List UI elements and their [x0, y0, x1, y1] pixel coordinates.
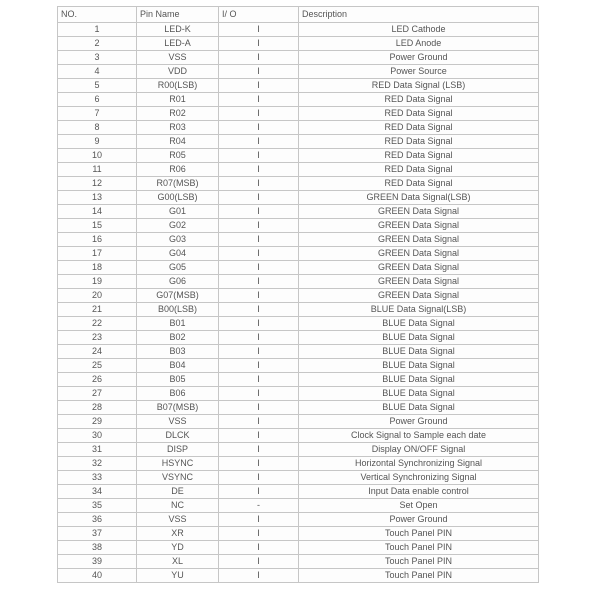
pin-io-cell: - [219, 499, 299, 513]
pin-no-cell: 18 [58, 261, 137, 275]
table-row [58, 485, 539, 499]
pin-io-cell: I [219, 331, 299, 345]
pin-io-cell: I [219, 429, 299, 443]
pin-name-cell: G06 [137, 275, 219, 289]
pin-io-cell: I [219, 555, 299, 569]
pin-no-cell: 35 [58, 499, 137, 513]
pin-name-cell: B00(LSB) [137, 303, 219, 317]
pin-io-cell: I [219, 65, 299, 79]
pin-description-cell: GREEN Data Signal [299, 233, 539, 247]
table-row [58, 457, 539, 471]
pin-io-cell: I [219, 51, 299, 65]
pin-name-cell: B04 [137, 359, 219, 373]
table-row [58, 527, 539, 541]
pin-io-cell: I [219, 107, 299, 121]
pin-no-cell: 4 [58, 65, 137, 79]
pin-io-cell: I [219, 485, 299, 499]
pin-description-cell: BLUE Data Signal [299, 401, 539, 415]
pin-io-cell: I [219, 289, 299, 303]
table-row [58, 233, 539, 247]
pin-name-cell: HSYNC [137, 457, 219, 471]
pin-no-cell: 14 [58, 205, 137, 219]
pin-no-cell: 21 [58, 303, 137, 317]
pin-name-cell: B01 [137, 317, 219, 331]
pin-no-cell: 28 [58, 401, 137, 415]
table-row [58, 149, 539, 163]
pin-description-cell: BLUE Data Signal [299, 317, 539, 331]
pin-no-cell: 33 [58, 471, 137, 485]
pin-description-cell: Power Ground [299, 513, 539, 527]
pin-description-cell: Vertical Synchronizing Signal [299, 471, 539, 485]
pin-description-cell: BLUE Data Signal [299, 373, 539, 387]
pin-no-cell: 19 [58, 275, 137, 289]
pin-description-cell: RED Data Signal [299, 163, 539, 177]
pin-description-cell: GREEN Data Signal [299, 275, 539, 289]
table-row [58, 79, 539, 93]
pin-io-cell: I [219, 303, 299, 317]
pin-no-cell: 30 [58, 429, 137, 443]
pin-io-cell: I [219, 275, 299, 289]
table-row [58, 429, 539, 443]
table-row [58, 471, 539, 485]
table-row [58, 93, 539, 107]
pin-name-cell: G01 [137, 205, 219, 219]
table-row [58, 331, 539, 345]
pin-io-cell: I [219, 541, 299, 555]
pin-no-cell: 5 [58, 79, 137, 93]
table-row [58, 65, 539, 79]
pin-description-cell: GREEN Data Signal [299, 219, 539, 233]
table-row [58, 219, 539, 233]
table-row [58, 317, 539, 331]
pin-name-cell: G04 [137, 247, 219, 261]
table-row [58, 289, 539, 303]
pin-no-cell: 37 [58, 527, 137, 541]
pin-io-cell: I [219, 205, 299, 219]
pin-name-cell: R06 [137, 163, 219, 177]
pin-io-cell: I [219, 457, 299, 471]
pin-io-cell: I [219, 401, 299, 415]
pin-io-cell: I [219, 261, 299, 275]
pin-io-cell: I [219, 135, 299, 149]
pin-io-cell: I [219, 177, 299, 191]
pin-description-cell: Touch Panel PIN [299, 541, 539, 555]
header-no: NO. [58, 7, 137, 23]
pin-description-cell: LED Cathode [299, 23, 539, 37]
pin-description-cell: GREEN Data Signal(LSB) [299, 191, 539, 205]
pin-io-cell: I [219, 527, 299, 541]
pin-io-cell: I [219, 163, 299, 177]
pin-description-cell: RED Data Signal (LSB) [299, 79, 539, 93]
pin-description-cell: RED Data Signal [299, 149, 539, 163]
pin-no-cell: 36 [58, 513, 137, 527]
pin-name-cell: R07(MSB) [137, 177, 219, 191]
pin-io-cell: I [219, 345, 299, 359]
pin-description-cell: BLUE Data Signal [299, 359, 539, 373]
pin-description-table [57, 6, 539, 583]
pin-name-cell: G03 [137, 233, 219, 247]
table-row [58, 443, 539, 457]
pin-name-cell: DLCK [137, 429, 219, 443]
header-row [58, 7, 539, 23]
pin-io-cell: I [219, 359, 299, 373]
pin-no-cell: 3 [58, 51, 137, 65]
pin-no-cell: 1 [58, 23, 137, 37]
pin-description-cell: Input Data enable control [299, 485, 539, 499]
table-row [58, 345, 539, 359]
pin-no-cell: 11 [58, 163, 137, 177]
table-row [58, 163, 539, 177]
table-row [58, 37, 539, 51]
pin-io-cell: I [219, 191, 299, 205]
pin-no-cell: 2 [58, 37, 137, 51]
pin-description-cell: GREEN Data Signal [299, 247, 539, 261]
pin-description-cell: Touch Panel PIN [299, 555, 539, 569]
pin-name-cell: R04 [137, 135, 219, 149]
pin-name-cell: DE [137, 485, 219, 499]
pin-no-cell: 8 [58, 121, 137, 135]
table-row [58, 569, 539, 583]
pin-description-cell: RED Data Signal [299, 177, 539, 191]
pin-name-cell: YD [137, 541, 219, 555]
pin-name-cell: G07(MSB) [137, 289, 219, 303]
pin-description-cell: Power Ground [299, 51, 539, 65]
pin-description-cell: Horizontal Synchronizing Signal [299, 457, 539, 471]
pin-no-cell: 10 [58, 149, 137, 163]
pin-description-cell: GREEN Data Signal [299, 261, 539, 275]
pin-name-cell: B06 [137, 387, 219, 401]
table-row [58, 415, 539, 429]
pin-no-cell: 13 [58, 191, 137, 205]
pin-io-cell: I [219, 373, 299, 387]
table-row [58, 23, 539, 37]
table-row [58, 359, 539, 373]
pin-name-cell: VSS [137, 415, 219, 429]
pin-no-cell: 39 [58, 555, 137, 569]
pin-description-cell: GREEN Data Signal [299, 205, 539, 219]
pin-description-cell: Display ON/OFF Signal [299, 443, 539, 457]
pin-name-cell: XL [137, 555, 219, 569]
pin-description-cell: BLUE Data Signal(LSB) [299, 303, 539, 317]
pin-no-cell: 24 [58, 345, 137, 359]
pin-description-cell: RED Data Signal [299, 107, 539, 121]
pin-name-cell: VSYNC [137, 471, 219, 485]
table-row [58, 191, 539, 205]
pin-no-cell: 9 [58, 135, 137, 149]
pin-io-cell: I [219, 387, 299, 401]
pin-no-cell: 32 [58, 457, 137, 471]
pin-description-cell: Clock Signal to Sample each date [299, 429, 539, 443]
pin-description-cell: LED Anode [299, 37, 539, 51]
table-row [58, 541, 539, 555]
header-io: I/ O [219, 7, 299, 23]
pin-io-cell: I [219, 471, 299, 485]
pin-no-cell: 22 [58, 317, 137, 331]
table-row [58, 387, 539, 401]
pin-io-cell: I [219, 247, 299, 261]
table-row [58, 247, 539, 261]
pin-io-cell: I [219, 121, 299, 135]
pin-name-cell: B07(MSB) [137, 401, 219, 415]
pin-description-cell: RED Data Signal [299, 135, 539, 149]
pin-no-cell: 7 [58, 107, 137, 121]
pin-no-cell: 6 [58, 93, 137, 107]
table-row [58, 107, 539, 121]
table-row [58, 135, 539, 149]
pin-no-cell: 25 [58, 359, 137, 373]
header-description: Description [299, 7, 539, 23]
pin-table-head [58, 7, 539, 23]
pin-description-cell: GREEN Data Signal [299, 289, 539, 303]
pin-name-cell: VSS [137, 51, 219, 65]
pin-io-cell: I [219, 415, 299, 429]
pin-no-cell: 26 [58, 373, 137, 387]
pin-name-cell: B03 [137, 345, 219, 359]
pin-name-cell: VSS [137, 513, 219, 527]
table-row [58, 303, 539, 317]
pin-name-cell: DISP [137, 443, 219, 457]
pin-name-cell: VDD [137, 65, 219, 79]
pin-io-cell: I [219, 93, 299, 107]
table-row [58, 513, 539, 527]
pin-no-cell: 12 [58, 177, 137, 191]
table-row [58, 205, 539, 219]
pin-name-cell: NC [137, 499, 219, 513]
pin-description-cell: Set Open [299, 499, 539, 513]
pin-io-cell: I [219, 443, 299, 457]
pin-name-cell: R01 [137, 93, 219, 107]
table-row [58, 401, 539, 415]
pin-description-cell: Power Ground [299, 415, 539, 429]
pin-name-cell: B02 [137, 331, 219, 345]
pin-name-cell: G00(LSB) [137, 191, 219, 205]
pin-name-cell: R00(LSB) [137, 79, 219, 93]
pin-name-cell: R03 [137, 121, 219, 135]
pin-no-cell: 29 [58, 415, 137, 429]
pin-no-cell: 38 [58, 541, 137, 555]
pin-no-cell: 20 [58, 289, 137, 303]
table-row [58, 261, 539, 275]
pin-io-cell: I [219, 37, 299, 51]
pin-name-cell: YU [137, 569, 219, 583]
pin-description-cell: RED Data Signal [299, 121, 539, 135]
table-row [58, 177, 539, 191]
pin-io-cell: I [219, 233, 299, 247]
table-row [58, 373, 539, 387]
pin-io-cell: I [219, 219, 299, 233]
pin-io-cell: I [219, 23, 299, 37]
pin-no-cell: 34 [58, 485, 137, 499]
pin-io-cell: I [219, 569, 299, 583]
table-row [58, 51, 539, 65]
table-row [58, 275, 539, 289]
pin-name-cell: XR [137, 527, 219, 541]
pin-no-cell: 40 [58, 569, 137, 583]
pin-no-cell: 27 [58, 387, 137, 401]
pin-no-cell: 17 [58, 247, 137, 261]
pin-description-cell: Power Source [299, 65, 539, 79]
pin-no-cell: 15 [58, 219, 137, 233]
pin-name-cell: G05 [137, 261, 219, 275]
pin-name-cell: G02 [137, 219, 219, 233]
pin-io-cell: I [219, 149, 299, 163]
pin-no-cell: 16 [58, 233, 137, 247]
table-row [58, 555, 539, 569]
pin-io-cell: I [219, 513, 299, 527]
pin-description-cell: RED Data Signal [299, 93, 539, 107]
table-row [58, 121, 539, 135]
header-pin-name: Pin Name [137, 7, 219, 23]
pin-io-cell: I [219, 79, 299, 93]
pin-description-cell: BLUE Data Signal [299, 387, 539, 401]
pin-name-cell: B05 [137, 373, 219, 387]
pin-table-body [58, 23, 539, 583]
pin-description-cell: BLUE Data Signal [299, 345, 539, 359]
pin-no-cell: 23 [58, 331, 137, 345]
pin-no-cell: 31 [58, 443, 137, 457]
pin-name-cell: R05 [137, 149, 219, 163]
pin-io-cell: I [219, 317, 299, 331]
table-row [58, 499, 539, 513]
pin-name-cell: LED-K [137, 23, 219, 37]
pin-description-cell: BLUE Data Signal [299, 331, 539, 345]
pin-name-cell: R02 [137, 107, 219, 121]
pin-name-cell: LED-A [137, 37, 219, 51]
pin-description-cell: Touch Panel PIN [299, 527, 539, 541]
pin-description-cell: Touch Panel PIN [299, 569, 539, 583]
